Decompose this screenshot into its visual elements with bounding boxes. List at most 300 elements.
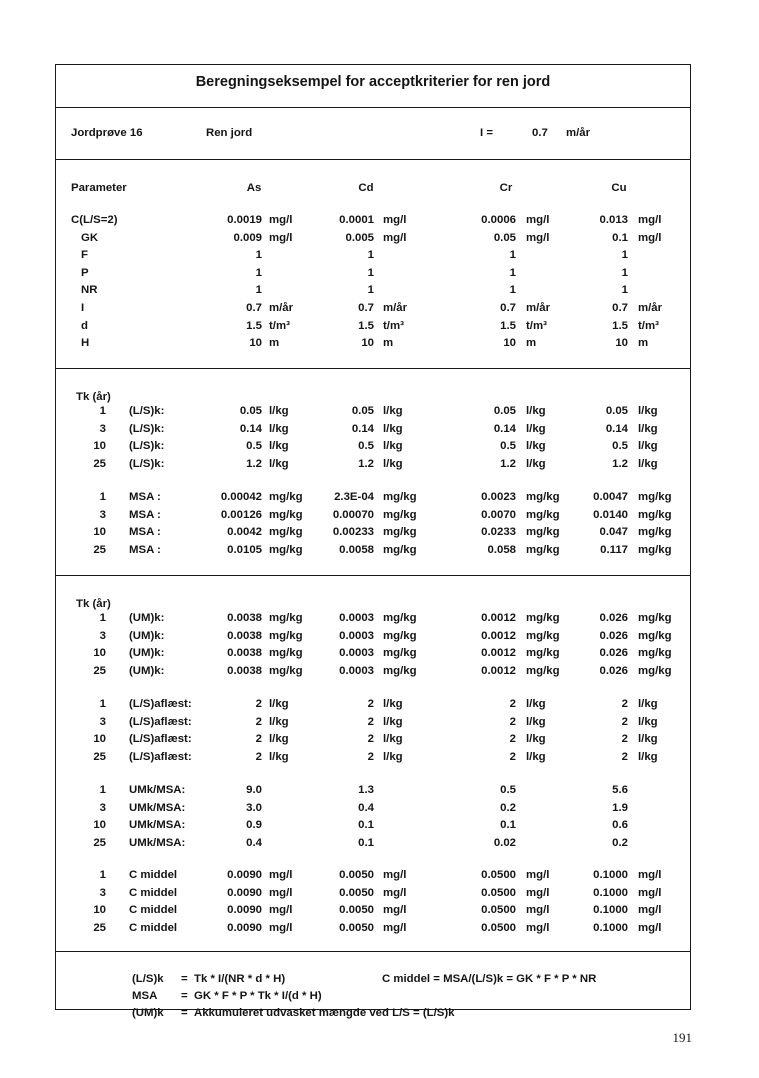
row-label: C middel	[129, 886, 178, 899]
unit-cell: mg/l	[638, 904, 662, 917]
value-cell: 0.0012	[481, 612, 516, 624]
unit-cell: mg/kg	[638, 612, 672, 624]
value-cell: 2.3E-04	[334, 491, 374, 503]
unit-cell: mg/l	[269, 231, 293, 244]
parameter-label: P	[81, 266, 89, 279]
row-label: UMk/MSA:	[129, 836, 186, 849]
unit-cell: l/kg	[269, 715, 289, 728]
formula-key: (L/S)k	[132, 973, 164, 985]
unit-cell: mg/l	[526, 231, 550, 244]
unit-cell: m/år	[383, 302, 408, 314]
value-cell: 0.5	[612, 440, 628, 453]
value-cell: 2	[255, 698, 262, 710]
value-cell: 0.0003	[339, 612, 374, 624]
value-cell: 0.05	[493, 231, 516, 244]
tk-value: 1	[99, 698, 106, 710]
value-cell: 0.9	[246, 819, 262, 832]
unit-cell: mg/kg	[269, 664, 303, 677]
value-cell: 2	[367, 750, 374, 763]
value-cell: 0.0042	[227, 526, 262, 539]
unit-cell: mg/l	[383, 921, 407, 934]
unit-cell: l/kg	[638, 405, 658, 417]
parameter-label: NR	[81, 284, 98, 297]
unit-cell: l/kg	[269, 422, 289, 435]
unit-cell: l/kg	[638, 698, 658, 710]
unit-cell: mg/kg	[383, 647, 417, 660]
unit-cell: mg/kg	[383, 664, 417, 677]
value-cell: 0.1000	[593, 904, 628, 917]
unit-cell: mg/l	[269, 904, 293, 917]
value-cell: 0.7	[358, 302, 374, 314]
value-cell: 0.05	[239, 405, 262, 417]
unit-cell: l/kg	[383, 715, 403, 728]
row-label: C middel	[129, 921, 178, 934]
unit-cell: mg/kg	[638, 526, 672, 539]
unit-cell: mg/kg	[383, 629, 417, 642]
value-cell: 10	[503, 337, 516, 350]
value-cell: 0.05	[493, 405, 516, 417]
unit-cell: m	[526, 337, 537, 350]
unit-cell: mg/kg	[269, 629, 303, 642]
value-cell: 1	[621, 249, 628, 262]
parameter-label: I	[81, 302, 85, 314]
value-cell: 2	[621, 698, 628, 710]
value-cell: 0.0058	[339, 543, 374, 556]
unit-cell: l/kg	[383, 405, 403, 417]
tk-value: 25	[93, 921, 106, 934]
parameter-label: d	[81, 319, 88, 332]
unit-cell: m	[638, 337, 649, 350]
value-cell: 0.026	[599, 664, 628, 677]
value-cell: 0.0050	[339, 921, 374, 934]
value-cell: 0.4	[358, 801, 374, 814]
unit-cell: mg/kg	[638, 647, 672, 660]
unit-cell: l/kg	[269, 457, 289, 470]
value-cell: 10	[249, 337, 262, 350]
row-label: (UM)k:	[129, 664, 165, 677]
unit-cell: l/kg	[383, 750, 403, 763]
value-cell: 1	[509, 266, 516, 279]
parameter-label: GK	[81, 231, 99, 244]
unit-cell: mg/kg	[638, 629, 672, 642]
row-label: UMk/MSA:	[129, 819, 186, 832]
unit-cell: mg/l	[638, 231, 662, 244]
value-cell: 1.2	[358, 457, 374, 470]
value-cell: 0.026	[599, 647, 628, 660]
value-cell: 0.02	[493, 836, 516, 849]
parameter-label: H	[81, 337, 90, 350]
value-cell: 0.026	[599, 612, 628, 624]
formula-expr: Akkumuleret udvasket mængde ved L/S = (L/S)k	[194, 1007, 455, 1019]
value-cell: 0.0090	[227, 904, 262, 917]
value-cell: 9.0	[246, 784, 262, 796]
value-cell: 0.0006	[481, 214, 516, 226]
unit-cell: m/år	[526, 302, 551, 314]
unit-cell: l/kg	[638, 750, 658, 763]
value-cell: 0.0003	[339, 629, 374, 642]
value-cell: 0.0233	[481, 526, 516, 539]
unit-cell: mg/l	[383, 904, 407, 917]
value-cell: 5.6	[612, 784, 628, 796]
unit-cell: mg/l	[383, 231, 407, 244]
unit-cell: l/kg	[526, 457, 546, 470]
row-label: (L/S)k:	[129, 440, 165, 453]
row-label: (L/S)aflæst:	[129, 750, 192, 763]
unit-cell: l/kg	[383, 457, 403, 470]
value-cell: 0.1000	[593, 869, 628, 881]
unit-cell: mg/l	[526, 904, 550, 917]
unit-cell: mg/kg	[638, 543, 672, 556]
unit-cell: mg/kg	[269, 491, 303, 503]
value-cell: 0.1	[358, 819, 374, 832]
tk-value: 10	[93, 819, 106, 832]
unit-cell: mg/l	[638, 214, 662, 226]
value-cell: 0.00233	[332, 526, 374, 539]
unit-cell: mg/kg	[269, 526, 303, 539]
value-cell: 0.0105	[227, 543, 262, 556]
i-unit: m/år	[566, 127, 591, 139]
i-label: I =	[480, 127, 493, 139]
value-cell: 0.0050	[339, 904, 374, 917]
unit-cell: mg/kg	[526, 612, 560, 624]
value-cell: 0.0070	[481, 508, 516, 521]
value-cell: 2	[367, 698, 374, 710]
unit-cell: mg/kg	[383, 508, 417, 521]
column-header-cd: Cd	[358, 182, 374, 194]
value-cell: 0.0012	[481, 647, 516, 660]
value-cell: 1	[509, 249, 516, 262]
value-cell: 1	[255, 266, 262, 279]
row-label: UMk/MSA:	[129, 801, 186, 814]
value-cell: 0.0023	[481, 491, 516, 503]
unit-cell: l/kg	[526, 440, 546, 453]
unit-cell: t/m³	[526, 319, 547, 332]
value-cell: 0.05	[605, 405, 628, 417]
row-label: C middel	[129, 904, 178, 917]
unit-cell: l/kg	[638, 422, 658, 435]
formula-eq: =	[181, 973, 188, 985]
value-cell: 0.7	[246, 302, 262, 314]
unit-cell: l/kg	[526, 715, 546, 728]
value-cell: 1	[621, 266, 628, 279]
value-cell: 0.0012	[481, 629, 516, 642]
value-cell: 0.0019	[227, 214, 262, 226]
row-label: MSA :	[129, 491, 161, 503]
value-cell: 0.0140	[593, 508, 628, 521]
unit-cell: m/år	[269, 302, 294, 314]
unit-cell: mg/kg	[269, 647, 303, 660]
unit-cell: mg/l	[269, 869, 293, 881]
unit-cell: mg/l	[383, 869, 407, 881]
value-cell: 0.013	[599, 214, 628, 226]
tk-value: 25	[93, 457, 106, 470]
value-cell: 2	[509, 715, 516, 728]
tk-value: 1	[99, 491, 106, 503]
row-label: (L/S)k:	[129, 422, 165, 435]
value-cell: 2	[367, 715, 374, 728]
value-cell: 0.0038	[227, 629, 262, 642]
value-cell: 0.0090	[227, 869, 262, 881]
value-cell: 0.4	[246, 836, 262, 849]
unit-cell: mg/l	[638, 869, 662, 881]
unit-cell: mg/kg	[269, 612, 303, 624]
row-label: C middel	[129, 869, 178, 881]
value-cell: 0.5	[500, 784, 516, 796]
value-cell: 0.058	[487, 543, 516, 556]
value-cell: 0.14	[605, 422, 628, 435]
unit-cell: l/kg	[269, 698, 289, 710]
formula-eq: =	[181, 990, 188, 1002]
value-cell: 2	[621, 750, 628, 763]
value-cell: 0.5	[246, 440, 262, 453]
value-cell: 1.2	[500, 457, 516, 470]
unit-cell: mg/kg	[383, 543, 417, 556]
unit-cell: mg/l	[269, 886, 293, 899]
unit-cell: mg/kg	[526, 526, 560, 539]
value-cell: 2	[509, 733, 516, 746]
value-cell: 0.14	[493, 422, 516, 435]
value-cell: 2	[509, 698, 516, 710]
unit-cell: l/kg	[526, 733, 546, 746]
value-cell: 2	[255, 715, 262, 728]
value-cell: 2	[255, 733, 262, 746]
tk-value: 25	[93, 543, 106, 556]
tk-value: 3	[99, 422, 106, 435]
column-header-cr: Cr	[499, 182, 513, 194]
value-cell: 1	[367, 249, 374, 262]
value-cell: 1.5	[246, 319, 262, 332]
unit-cell: t/m³	[383, 319, 404, 332]
value-cell: 1	[367, 284, 374, 297]
unit-cell: mg/kg	[526, 664, 560, 677]
value-cell: 0.0500	[481, 886, 516, 899]
column-header-cu: Cu	[611, 182, 627, 194]
unit-cell: mg/kg	[638, 508, 672, 521]
unit-cell: mg/kg	[383, 612, 417, 624]
formula-key: (UM)k	[132, 1007, 164, 1019]
row-label: (L/S)aflæst:	[129, 733, 192, 746]
unit-cell: m/år	[638, 302, 663, 314]
value-cell: 0.0038	[227, 612, 262, 624]
value-cell: 2	[621, 733, 628, 746]
tk-value: 3	[99, 508, 106, 521]
unit-cell: l/kg	[526, 698, 546, 710]
unit-cell: t/m³	[269, 319, 290, 332]
unit-cell: l/kg	[269, 750, 289, 763]
row-label: MSA :	[129, 526, 161, 539]
row-label: (UM)k:	[129, 629, 165, 642]
divider	[56, 575, 690, 576]
value-cell: 0.00042	[220, 491, 262, 503]
value-cell: 0.0047	[593, 491, 628, 503]
value-cell: 0.0090	[227, 886, 262, 899]
value-cell: 0.0038	[227, 664, 262, 677]
unit-cell: mg/kg	[526, 647, 560, 660]
unit-cell: mg/l	[269, 921, 293, 934]
unit-cell: l/kg	[638, 715, 658, 728]
value-cell: 10	[361, 337, 374, 350]
formula-expr: GK * F * P * Tk * I/(d * H)	[194, 990, 322, 1002]
value-cell: 1.5	[612, 319, 628, 332]
unit-cell: l/kg	[526, 405, 546, 417]
unit-cell: t/m³	[638, 319, 659, 332]
tk-value: 10	[93, 647, 106, 660]
value-cell: 0.5	[358, 440, 374, 453]
formula-key: MSA	[132, 990, 158, 1002]
value-cell: 0.0003	[339, 664, 374, 677]
tk-value: 1	[99, 784, 106, 796]
value-cell: 0.7	[612, 302, 628, 314]
calculation-table	[55, 64, 691, 1019]
unit-cell: l/kg	[383, 733, 403, 746]
i-value: 0.7	[532, 127, 548, 139]
tk-heading: Tk (år)	[76, 391, 111, 403]
tk-value: 25	[93, 750, 106, 763]
value-cell: 1	[255, 249, 262, 262]
unit-cell: mg/kg	[526, 629, 560, 642]
tk-value: 25	[93, 836, 106, 849]
row-label: UMk/MSA:	[129, 784, 186, 796]
unit-cell: mg/l	[638, 886, 662, 899]
value-cell: 1.5	[358, 319, 374, 332]
formula-c-middel: C middel = MSA/(L/S)k = GK * F * P * NR	[382, 973, 597, 985]
row-label: (L/S)aflæst:	[129, 698, 192, 710]
divider	[56, 368, 690, 369]
tk-value: 3	[99, 801, 106, 814]
value-cell: 0.5	[500, 440, 516, 453]
unit-cell: l/kg	[638, 440, 658, 453]
tk-value: 25	[93, 664, 106, 677]
unit-cell: mg/kg	[269, 543, 303, 556]
unit-cell: l/kg	[269, 440, 289, 453]
tk-value: 1	[99, 405, 106, 417]
value-cell: 3.0	[246, 801, 262, 814]
unit-cell: mg/l	[383, 886, 407, 899]
parameter-label: F	[81, 249, 88, 262]
unit-cell: l/kg	[638, 457, 658, 470]
unit-cell: l/kg	[269, 405, 289, 417]
value-cell: 0.047	[599, 526, 628, 539]
row-label: (L/S)k:	[129, 405, 165, 417]
unit-cell: mg/l	[526, 886, 550, 899]
unit-cell: mg/l	[526, 921, 550, 934]
value-cell: 2	[367, 733, 374, 746]
value-cell: 1	[367, 266, 374, 279]
tk-value: 3	[99, 629, 106, 642]
unit-cell: mg/kg	[526, 508, 560, 521]
value-cell: 0.1	[358, 836, 374, 849]
value-cell: 0.2	[612, 836, 628, 849]
value-cell: 0.1	[500, 819, 516, 832]
value-cell: 0.0050	[339, 886, 374, 899]
divider	[56, 159, 690, 160]
value-cell: 0.14	[239, 422, 262, 435]
unit-cell: mg/kg	[269, 508, 303, 521]
value-cell: 0.05	[351, 405, 374, 417]
parameter-label: C(L/S=2)	[71, 214, 118, 226]
formula-eq: =	[181, 1007, 188, 1019]
column-header-as: As	[246, 182, 262, 194]
tk-value: 10	[93, 526, 106, 539]
unit-cell: mg/l	[526, 214, 550, 226]
tk-value: 1	[99, 869, 106, 881]
page-number: 191	[672, 1030, 692, 1045]
unit-cell: l/kg	[526, 750, 546, 763]
row-label: (UM)k:	[129, 612, 165, 624]
value-cell: 2	[255, 750, 262, 763]
unit-cell: mg/l	[269, 214, 293, 226]
tk-value: 3	[99, 886, 106, 899]
value-cell: 0.2	[500, 801, 516, 814]
value-cell: 1	[255, 284, 262, 297]
row-label: MSA :	[129, 508, 161, 521]
tk-value: 1	[99, 612, 106, 624]
value-cell: 1.5	[500, 319, 516, 332]
unit-cell: mg/l	[383, 214, 407, 226]
value-cell: 2	[509, 750, 516, 763]
value-cell: 0.00070	[332, 508, 374, 521]
value-cell: 0.0001	[339, 214, 374, 226]
value-cell: 0.00126	[220, 508, 262, 521]
unit-cell: mg/kg	[638, 664, 672, 677]
unit-cell: l/kg	[526, 422, 546, 435]
tk-value: 10	[93, 733, 106, 746]
value-cell: 1	[509, 284, 516, 297]
value-cell: 0.7	[500, 302, 516, 314]
unit-cell: mg/kg	[526, 491, 560, 503]
value-cell: 0.0500	[481, 921, 516, 934]
tk-heading: Tk (år)	[76, 598, 111, 610]
row-label: MSA :	[129, 543, 161, 556]
unit-cell: m	[383, 337, 394, 350]
unit-cell: mg/kg	[526, 543, 560, 556]
tk-value: 10	[93, 440, 106, 453]
value-cell: 0.0500	[481, 869, 516, 881]
value-cell: 1.2	[612, 457, 628, 470]
divider	[56, 107, 690, 108]
unit-cell: m	[269, 337, 280, 350]
value-cell: 1.2	[246, 457, 262, 470]
value-cell: 0.1000	[593, 886, 628, 899]
unit-cell: mg/kg	[383, 491, 417, 503]
unit-cell: mg/l	[526, 869, 550, 881]
value-cell: 1.3	[358, 784, 374, 796]
row-label: (L/S)k:	[129, 457, 165, 470]
formula-expr: Tk * I/(NR * d * H)	[194, 973, 286, 985]
value-cell: 0.0003	[339, 647, 374, 660]
row-label: (L/S)aflæst:	[129, 715, 192, 728]
unit-cell: l/kg	[269, 733, 289, 746]
value-cell: 0.14	[351, 422, 374, 435]
unit-cell: l/kg	[383, 422, 403, 435]
parameter-header: Parameter	[71, 182, 127, 194]
unit-cell: mg/kg	[638, 491, 672, 503]
tk-value: 10	[93, 904, 106, 917]
unit-cell: mg/kg	[383, 526, 417, 539]
tk-value: 3	[99, 715, 106, 728]
value-cell: 0.1	[612, 231, 628, 244]
unit-cell: l/kg	[638, 733, 658, 746]
value-cell: 1	[621, 284, 628, 297]
value-cell: 0.0050	[339, 869, 374, 881]
value-cell: 2	[621, 715, 628, 728]
unit-cell: l/kg	[383, 698, 403, 710]
value-cell: 10	[615, 337, 628, 350]
value-cell: 0.117	[600, 543, 628, 556]
divider	[56, 951, 690, 952]
value-cell: 0.6	[612, 819, 628, 832]
table-title: Beregningseksempel for acceptkriterier for ren jord	[195, 74, 551, 90]
